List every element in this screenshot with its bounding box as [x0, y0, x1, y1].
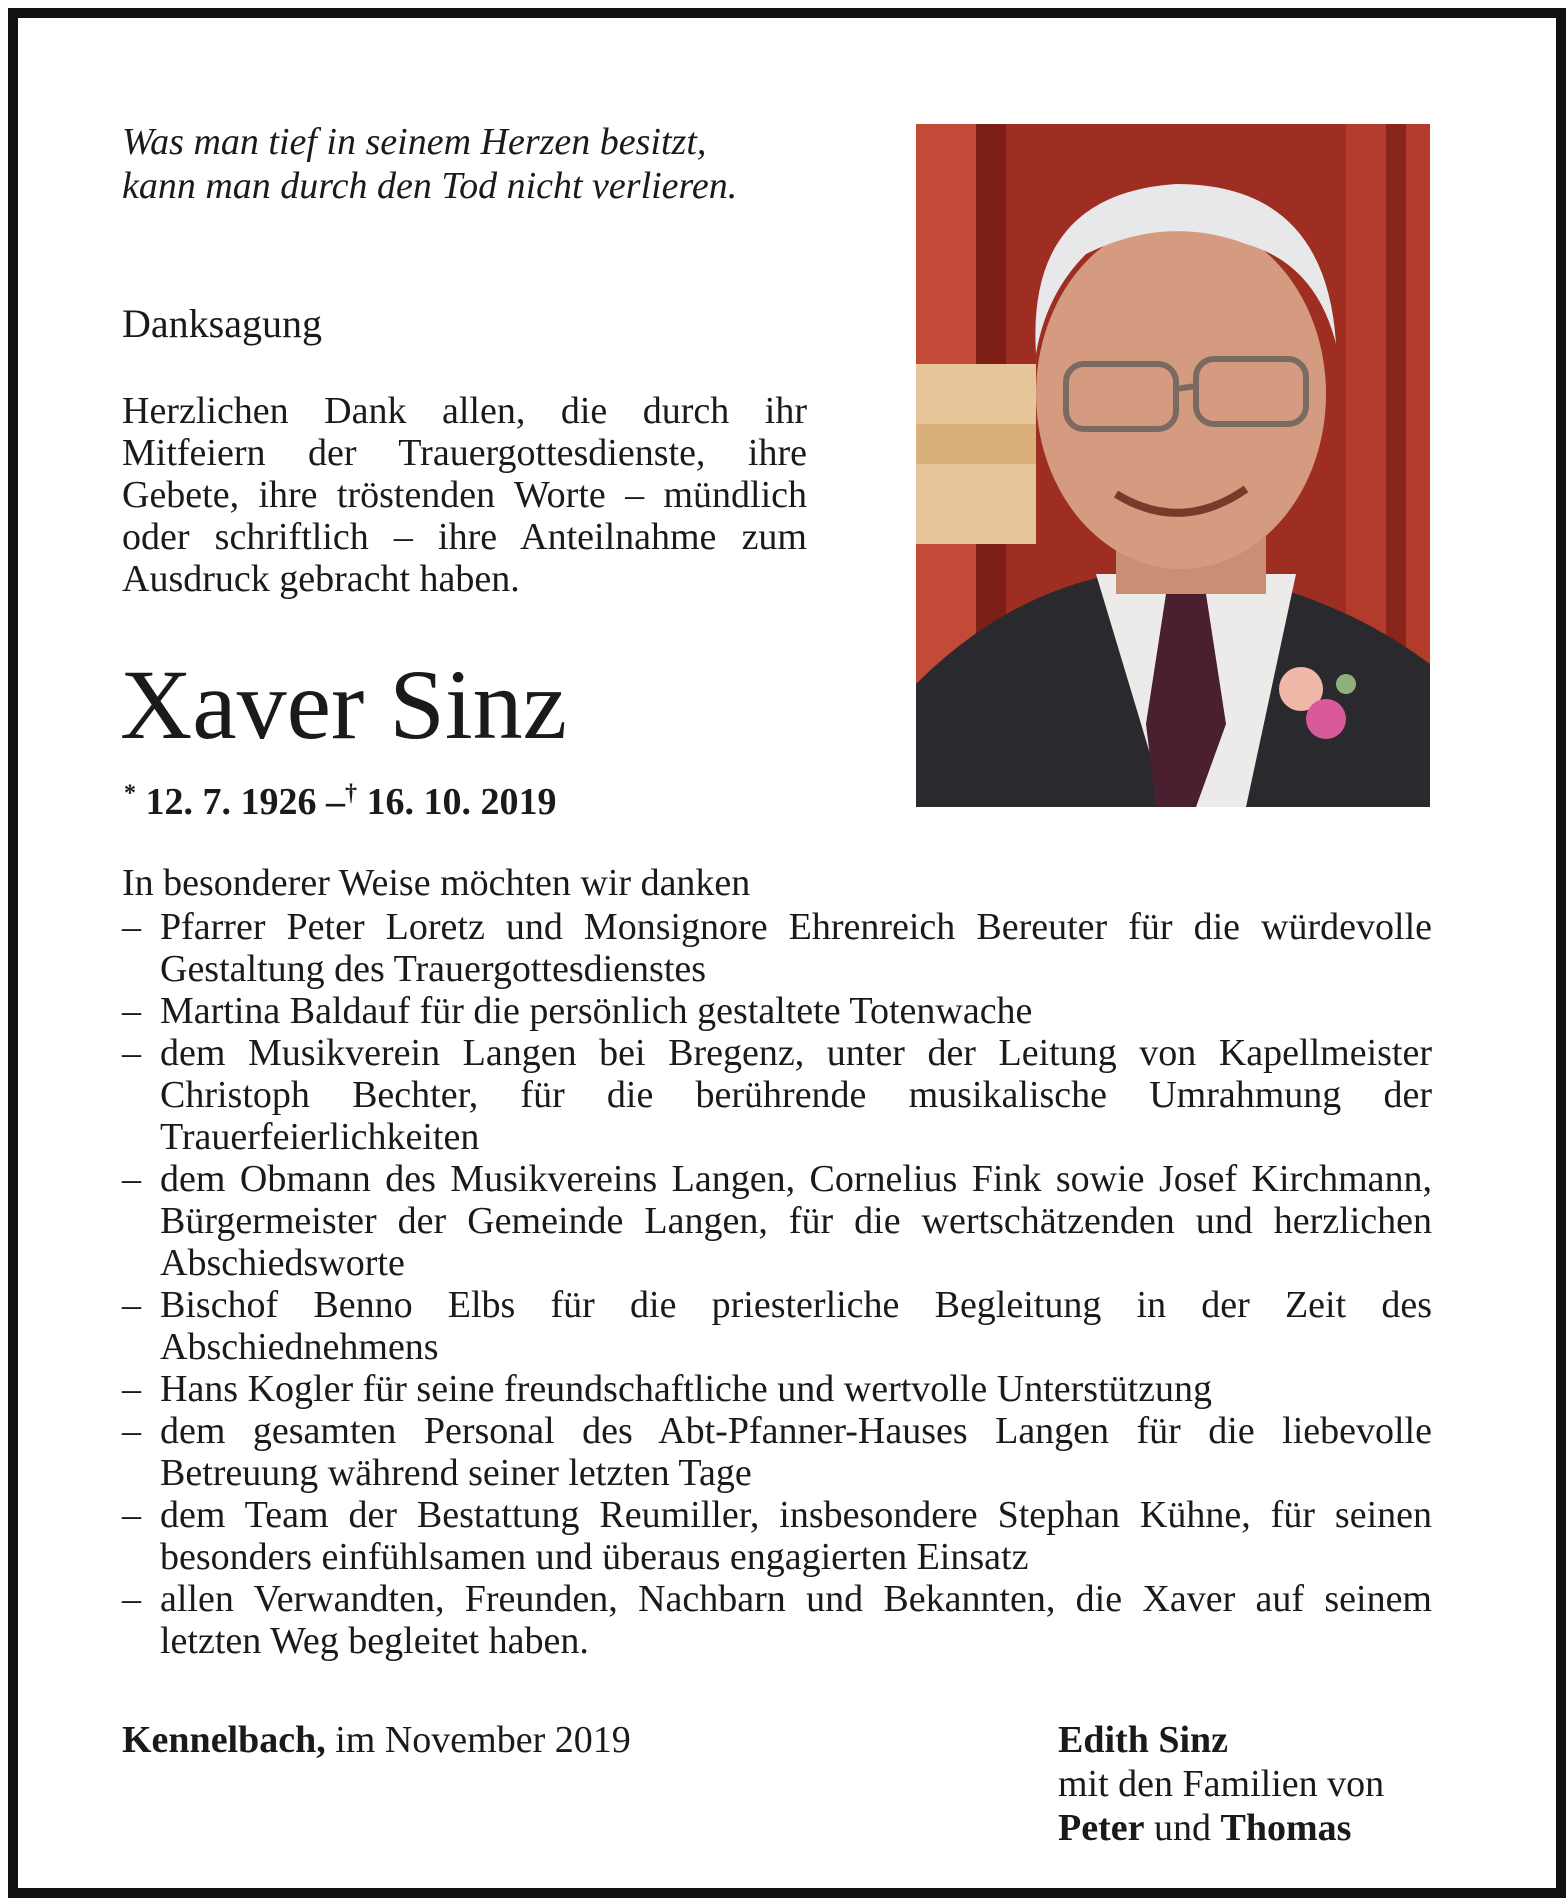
signature-block: [1058, 1718, 1384, 1850]
deceased-name: Xaver Sinz: [120, 649, 568, 760]
list-item: – Pfarrer Peter Loretz und Monsignore Ehrenreich Bereuter für die würdevolle Gestaltung des Trauergottesdienstes: [122, 906, 1432, 990]
signer-line-2: mit den Familien von: [1058, 1763, 1385, 1805]
list-item: – dem gesamten Personal des Abt-Pfanner-Hauses Langen für die liebevolle Betreuung während seiner letzten Tage: [122, 1410, 1432, 1494]
family-1: Peter: [1058, 1807, 1145, 1849]
death-date: 16. 10. 2019: [366, 781, 557, 823]
birth-date: 12. 7. 1926: [145, 781, 317, 823]
place-town: Kennelbach,: [122, 1719, 326, 1761]
list-item: – Bischof Benno Elbs für die priesterliche Begleitung in der Zeit des Abschiednehmens: [122, 1284, 1432, 1368]
place-month: im November 2019: [335, 1719, 631, 1761]
motto-line-1: Was man tief in seinem Herzen besitzt,: [122, 121, 707, 163]
motto-quote: [122, 120, 822, 208]
family-2: Thomas: [1220, 1807, 1352, 1849]
birth-symbol: *: [124, 780, 136, 807]
death-symbol: †: [345, 780, 357, 807]
list-item: – dem Obmann des Musikvereins Langen, Cornelius Fink sowie Josef Kirchmann, Bürgermeister der Gemeinde Langen, für die wertschätzenden und herzlichen Abschiedsworte: [122, 1158, 1432, 1284]
life-dates: [124, 780, 557, 824]
signer-name: Edith Sinz: [1058, 1719, 1229, 1761]
list-item: – Hans Kogler für seine freundschaftliche und wertvolle Unterstützung: [122, 1368, 1432, 1410]
thanks-list: [122, 906, 1432, 1662]
portrait-illustration: [916, 124, 1430, 807]
thanks-paragraph: Herzlichen Dank allen, die durch ihr Mitfeiern der Trauergottesdienste, ihre Gebete, ihre tröstenden Worte – mündlich oder schriftlich – ihre Anteilnahme zum Ausdruck gebracht haben.: [122, 390, 807, 600]
place-date: [122, 1718, 631, 1762]
date-separator: –: [326, 781, 345, 823]
heading-danksagung: Danksagung: [122, 301, 322, 346]
list-item: – dem Musikverein Langen bei Bregenz, unter der Leitung von Kapellmeister Christoph Bechter, für die berührende musikalische Umrahmung der Trauerfeierlichkeiten: [122, 1032, 1432, 1158]
motto-line-2: kann man durch den Tod nicht verlieren.: [122, 165, 738, 207]
list-item: – Martina Baldauf für die persönlich gestaltete Totenwache: [122, 990, 1432, 1032]
list-item: – allen Verwandten, Freunden, Nachbarn und Bekannten, die Xaver auf seinem letzten Weg begleitet haben.: [122, 1578, 1432, 1662]
family-and: und: [1153, 1807, 1211, 1849]
portrait-photo: [916, 124, 1430, 807]
list-item: – dem Team der Bestattung Reumiller, insbesondere Stephan Kühne, für seinen besonders einfühlsamen und überaus engagierten Einsatz: [122, 1494, 1432, 1578]
intro-line: In besonderer Weise möchten wir danken: [122, 862, 751, 904]
